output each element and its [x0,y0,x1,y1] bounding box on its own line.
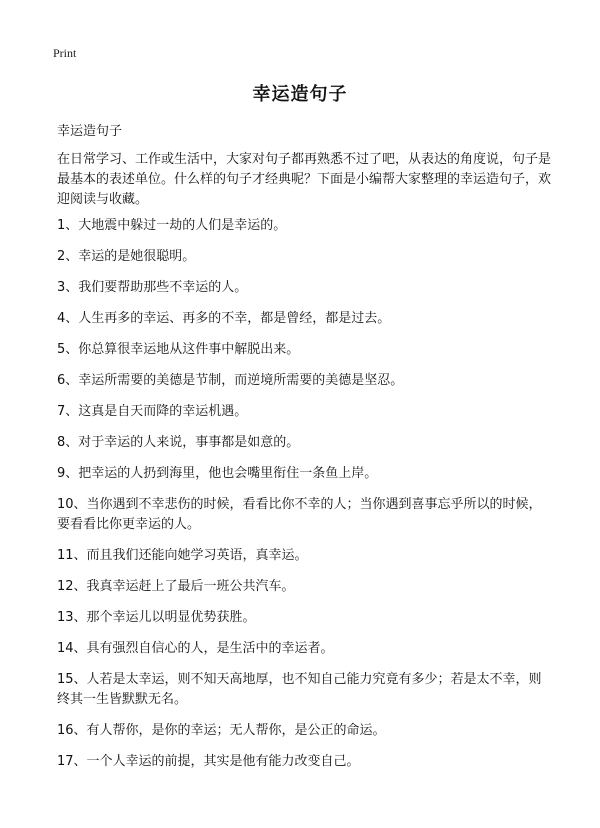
sentence-item: 14、具有强烈自信心的人，是生活中的幸运者。 [57,641,334,656]
sentence-item: 3、我们要帮助那些不幸运的人。 [57,280,248,295]
sentence-item: 15、人若是太幸运，则不知天高地厚，也不知自己能力究竟有多少；若是太不幸，则终其一生皆默默无名。 [57,672,542,707]
sentence-item: 8、对于幸运的人来说，事事都是如意的。 [57,435,300,450]
sentence-item: 2、幸运的是她很聪明。 [57,249,196,264]
sentence-item: 7、这真是自天而降的幸运机遇。 [57,404,248,419]
sentence-item: 16、有人帮你，是你的幸运；无人帮你，是公正的命运。 [57,723,386,738]
sentence-item: 11、而且我们还能向她学习英语，真幸运。 [57,548,308,563]
sentence-item: 6、幸运所需要的美德是节制，而逆境所需要的美德是坚忍。 [57,373,404,388]
sentence-item: 17、一个人幸运的前提，其实是他有能力改变自己。 [57,754,360,769]
sentence-item: 13、那个幸运儿以明显优势获胜。 [57,610,256,625]
sentence-item: 5、你总算很幸运地从这件事中解脱出来。 [57,342,300,357]
sentence-item: 12、我真幸运赶上了最后一班公共汽车。 [57,579,295,594]
sentence-item: 10、当你遇到不幸悲伤的时候，看看比你不幸的人；当你遇到喜事忘乎所以的时候，要看看比你更幸运的人。 [57,497,542,532]
page-title: 幸运造句子 [252,84,348,105]
sentence-item: 1、大地震中躲过一劫的人们是幸运的。 [57,218,287,233]
intro-paragraph: 在日常学习、工作或生活中，大家对句子都再熟悉不过了吧，从表达的角度说，句子是最基本的表述单位。什么样的句子才经典呢？下面是小编帮大家整理的幸运造句子，欢迎阅读与收藏。 [57,152,552,207]
sentence-list [57,216,552,783]
sentence-item: 4、人生再多的幸运、再多的不幸，都是曾经，都是过去。 [57,311,391,326]
print-link[interactable]: Print [53,46,77,60]
sentence-item: 9、把幸运的人扔到海里，他也会嘴里衔住一条鱼上岸。 [57,466,378,481]
document-subtitle: 幸运造句子 [57,124,123,139]
